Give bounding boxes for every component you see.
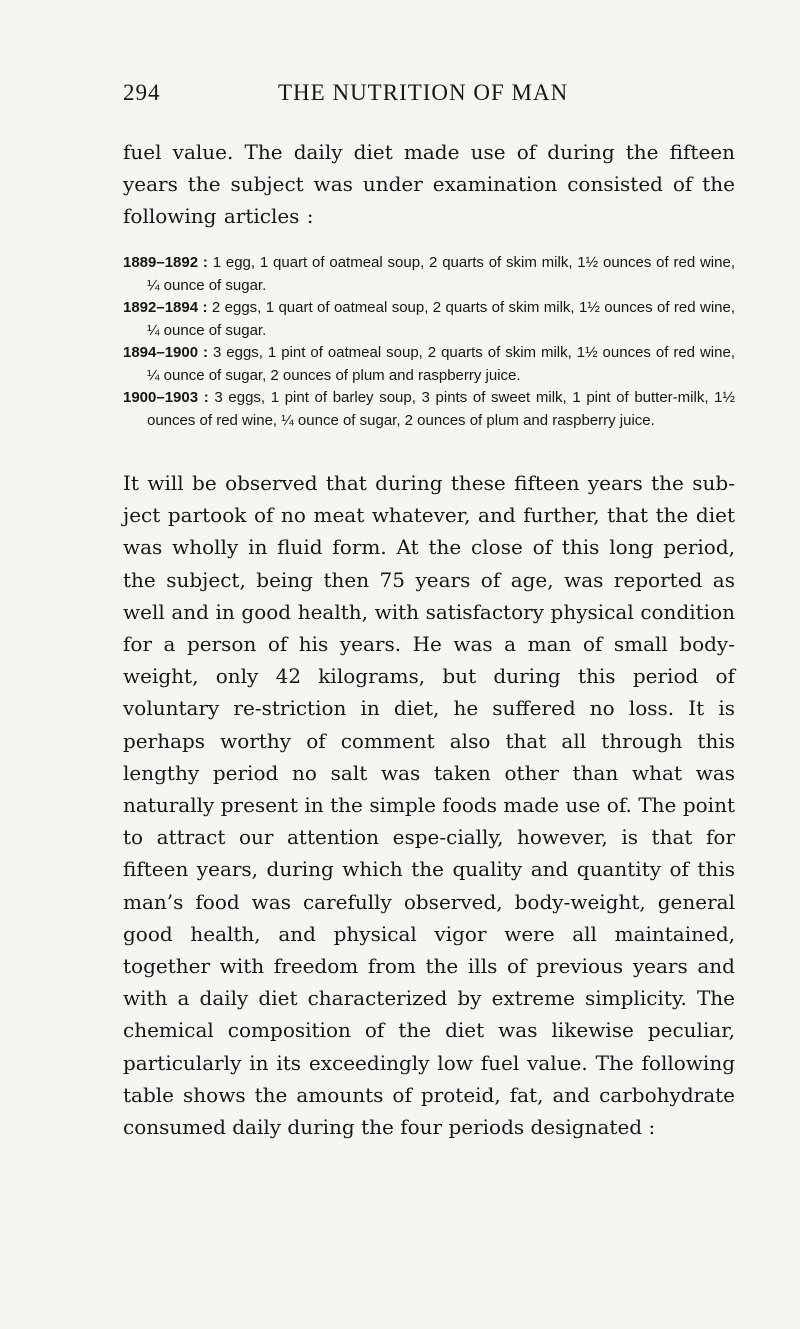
diet-item (123, 252, 735, 297)
diet-period-description: 3 eggs, 1 pint of barley soup, 3 pints of sweet milk, 1 pint of butter-milk, 1½ ounces of red wine, ¼ ounce of sugar, 2 ounces of plum and raspberry juice. (147, 389, 736, 429)
diet-period-years: 1889–1892 : (123, 254, 208, 271)
diet-list (123, 252, 735, 432)
diet-period-years: 1892–1894 : (123, 299, 208, 316)
diet-period-years: 1894–1900 : (123, 344, 209, 361)
diet-period-years: 1900–1903 : (123, 389, 209, 406)
main-paragraph: It will be observed that during these fifteen years the sub-ject partook of no meat whatever, and further, that the diet was wholly in fluid form. At the close of this long period, the subject, being then 75 years of age, was reported as well and in good health, with satisfactory physical condition for a person of his years. He was a man of small body-weight, only 42 kilograms, but during this period of voluntary re-striction in diet, he suffered no loss. It is perhaps worthy of comment also that all through this lengthy period no salt was taken other than what was naturally present in the simple foods made use of. The point to attract our attention espe-cially, however, is that for fifteen years, during which the quality and quantity of this man’s food was carefully observed, body-weight, general good health, and physical vigor were all maintained, together with freedom from the ills of previous years and with a daily diet characterized by extreme simplicity. The chemical composition of the diet was likewise peculiar, particularly in its exceedingly low fuel value. The following table shows the amounts of proteid, fat, and carbohydrate consumed daily during the four periods designated : (123, 471, 735, 1140)
page-number: 294 (123, 80, 161, 105)
diet-item (123, 387, 735, 432)
diet-period-description: 1 egg, 1 quart of oatmeal soup, 2 quarts of skim milk, 1½ ounces of red wine, ¼ ounce of sugar. (147, 254, 735, 294)
continued-paragraph: fuel value. The daily diet made use of during the fifteen years the subject was under examination consisted of the following articles : (123, 140, 735, 228)
diet-period-description: 2 eggs, 1 quart of oatmeal soup, 2 quarts of skim milk, 1½ ounces of red wine, ¼ ounce of sugar. (147, 299, 735, 339)
running-title: THE NUTRITION OF MAN (278, 80, 569, 105)
diet-item (123, 342, 735, 387)
diet-period-description: 3 eggs, 1 pint of oatmeal soup, 2 quarts of skim milk, 1½ ounces of red wine, ¼ ounce of sugar, 2 ounces of plum and raspberry juice. (147, 344, 735, 384)
book-page (123, 80, 735, 1163)
page-header (123, 80, 735, 118)
diet-item (123, 297, 735, 342)
